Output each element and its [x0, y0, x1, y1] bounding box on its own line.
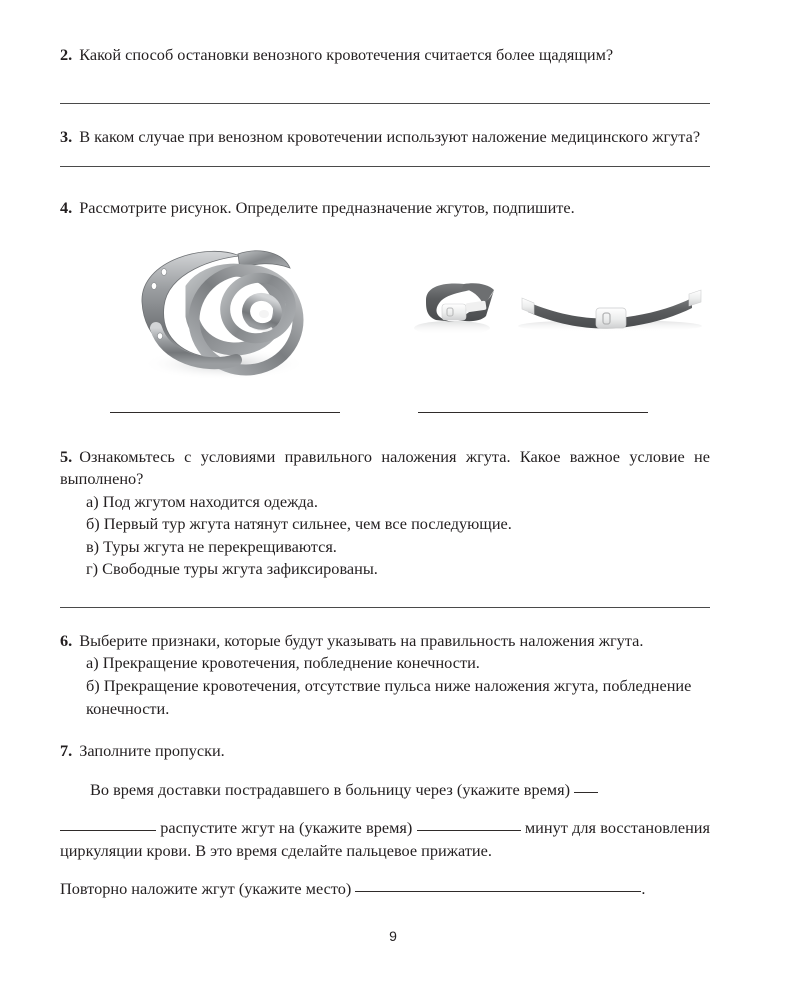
gap-fill-in-lines — [60, 801, 710, 817]
question-3-number: 3. — [60, 126, 73, 146]
answer-space-3 — [60, 148, 710, 166]
question-3 — [60, 126, 710, 149]
option-5-b[interactable]: б) Первый тур жгута натянут сильнее, чем все последующие. — [86, 514, 512, 534]
gap-before-question-7 — [60, 720, 710, 740]
question-5-number: 5. — [60, 446, 73, 466]
fill-in-line-1 — [60, 779, 710, 802]
question-6-number: 6. — [60, 630, 73, 650]
option-6-b[interactable]: б) Прекращение кровотечения, отсутствие пульса ниже наложения жгута, побледнение конечности. — [86, 675, 692, 718]
page-number: 9 — [389, 928, 397, 944]
question-7-text: Заполните пропуски. — [79, 741, 225, 761]
question-2-number: 2. — [60, 45, 73, 64]
gap-before-caption-blanks — [60, 392, 710, 404]
question-4-text: Рассмотрите рисунок. Определите предназначение жгутов, подпишите. — [79, 198, 575, 217]
option-5-c[interactable]: в) Туры жгута не перекрещиваются. — [86, 536, 337, 556]
question-7-number: 7. — [60, 741, 73, 761]
gap-after-caption-blanks — [60, 420, 710, 446]
fill-in-text-3: минут для восстановления циркуляции крови. В это время сделайте пальцевое прижатие. — [60, 818, 710, 860]
top-spacer — [60, 0, 710, 44]
question-6-options — [60, 652, 710, 720]
fill-in-blank-3[interactable] — [355, 880, 641, 892]
gap-after-rule-3 — [60, 167, 710, 197]
figure-coiled-rubber-tourniquet — [112, 232, 332, 387]
gap-after-rule-5 — [60, 608, 710, 630]
gap-before-last-line — [60, 862, 710, 878]
gap-before-fill-in — [60, 763, 710, 779]
question-2 — [60, 44, 710, 67]
question-3-text: В каком случае при венозном кровотечении используют наложение медицинского жгута? — [79, 126, 701, 146]
page-content — [60, 0, 710, 901]
fill-in-period: . — [641, 879, 646, 899]
caption-blank-left[interactable] — [110, 412, 340, 413]
question-5-options — [60, 491, 710, 581]
figure-caption-blanks — [60, 404, 710, 420]
figure-strap-buckle-tourniquet — [410, 272, 710, 342]
figure-row — [60, 232, 710, 392]
gap-before-figures — [60, 220, 710, 232]
fill-in-text-1: Во время доставки пострадавшего в больницу через (укажите время) — [90, 779, 571, 799]
question-4-number: 4. — [60, 198, 73, 217]
caption-blank-right[interactable] — [418, 412, 648, 413]
question-7 — [60, 740, 710, 763]
fill-in-line-3 — [60, 878, 710, 901]
question-6 — [60, 630, 710, 653]
question-6-text: Выберите признаки, которые будут указывать на правильность наложения жгута. — [79, 630, 644, 650]
fill-in-line-2 — [60, 817, 710, 862]
fill-in-blank-1a[interactable] — [574, 781, 598, 793]
option-5-a[interactable]: а) Под жгутом находится одежда. — [86, 491, 318, 511]
question-2-text: Какой способ остановки венозного кровотечения считается более щадящим? — [79, 45, 614, 64]
fill-in-text-4: Повторно наложите жгут (укажите место) — [60, 879, 352, 899]
fill-in-text-2: распустите жгут на (укажите время) — [160, 818, 413, 838]
question-5-text: Ознакомьтесь с условиями правильного наложения жгута. Какое важное условие не выполнено? — [60, 446, 710, 488]
fill-in-blank-1b[interactable] — [60, 819, 156, 831]
strap-tourniquet-graphic — [410, 272, 710, 342]
coiled-tourniquet-graphic — [112, 232, 332, 387]
question-4 — [60, 197, 710, 220]
answer-space-5 — [60, 581, 710, 607]
gap-after-rule-2 — [60, 104, 710, 126]
option-6-a[interactable]: а) Прекращение кровотечения, побледнение конечности. — [86, 653, 480, 673]
question-5 — [60, 446, 710, 491]
option-5-d[interactable]: г) Свободные туры жгута зафиксированы. — [86, 559, 378, 579]
answer-space-2 — [60, 67, 710, 103]
fill-in-blank-2[interactable] — [417, 819, 521, 831]
